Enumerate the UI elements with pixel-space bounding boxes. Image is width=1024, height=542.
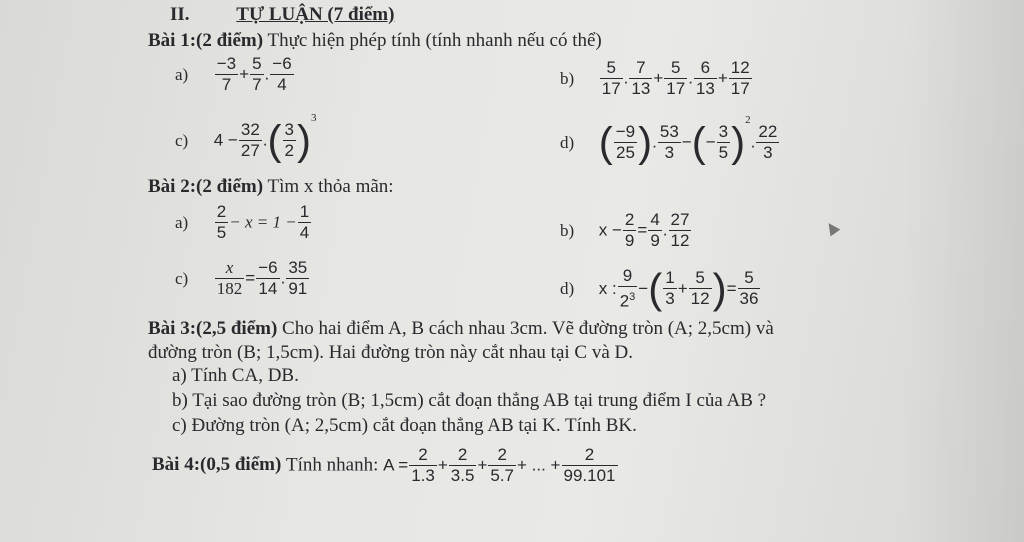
bai1-a: a) $\frac{-3}{7}$ + $\frac{5}{7}$ . $\frac{-6}{4}$ (175, 54, 292, 94)
bai3-b: b) Tại sao đường tròn (B; 1,5cm) cắt đoạn thẳng AB tại trung điểm I của AB ? (172, 390, 767, 411)
fraction: $\frac{2}{9}$ (624, 210, 635, 250)
bai2-a: a) $\frac{2}{5}$ − x = 1 − $\frac{1}{4}$ (175, 202, 310, 242)
item-label: a) (175, 64, 189, 84)
fraction: $\frac{6}{13}$ (695, 58, 715, 98)
fraction: $\frac{2}{99.101}$ (563, 445, 616, 485)
bai1-c: c) 4 − $\frac{32}{27}$ .( $\frac{3}{2}$ )$^3$ (175, 112, 317, 164)
bai2-c: c) $\frac{x}{182}$ = $\frac{-6}{14}$ . $\frac{35}{91}$ (175, 258, 308, 298)
bai3-line1 (148, 318, 774, 340)
item-label: c) (175, 130, 189, 150)
fraction: $\frac{4}{9}$ (650, 210, 660, 250)
fraction: $\frac{-9}{25}$ (615, 122, 636, 163)
bai1-heading (148, 30, 602, 52)
bai2-heading (148, 176, 394, 198)
bai2-d: d) x : $\frac{9}{2^3}$ −( $\frac{1}{3}$ + $\frac{5}{12}$ )= $\frac{5}{36}$ (560, 264, 759, 312)
fraction: $\frac{5}{36}$ (739, 268, 759, 309)
section-title: TỰ LUẬN (7 điểm) (236, 4, 395, 25)
fraction: $\frac{35}{91}$ (288, 258, 308, 298)
fraction: $\frac{32}{27}$ (240, 120, 260, 161)
fraction: $\frac{2}{1.3}$ (411, 445, 435, 485)
bai3-line2: đường tròn (B; 1,5cm). Hai đường tròn này cắt nhau tại C và D. (148, 342, 633, 363)
bai2-title: Bài 2:(2 điểm) (148, 176, 264, 197)
bai1-b: b) $\frac{5}{17}$ . $\frac{7}{13}$ + $\frac{5}{17}$ . $\frac{6}{13}$ + $\frac{12}{17}$ (560, 58, 750, 98)
bai3-c: c) Đường tròn (A; 2,5cm) cắt đoạn thẳng AB tại K. Tính BK. (172, 415, 637, 436)
item-label: c) (175, 268, 189, 288)
fraction: $\frac{5}{17}$ (666, 58, 686, 98)
bai1-title: Bài 1:(2 điểm) (148, 30, 264, 51)
fraction: $\frac{9}{2^3}$ (619, 266, 636, 311)
item-label: b) (560, 68, 575, 88)
fraction: $\frac{x}{182}$ (216, 258, 243, 298)
bai3-title: Bài 3:(2,5 điểm) (148, 318, 278, 339)
fraction: $\frac{-6}{4}$ (272, 54, 292, 94)
fraction: $\frac{7}{13}$ (631, 58, 651, 98)
fraction: $\frac{12}{17}$ (730, 58, 750, 98)
bai4-description: Tính nhanh: (286, 454, 379, 476)
fraction: $\frac{53}{3}$ (659, 122, 679, 163)
item-label: d) (560, 132, 575, 152)
fraction: $\frac{5}{12}$ (690, 268, 710, 309)
page-shadow (904, 0, 1024, 542)
item-label: b) (560, 220, 575, 240)
fraction: $\frac{1}{3}$ (665, 268, 675, 309)
fraction: $\frac{3}{5}$ (718, 122, 729, 163)
bai1-description: Thực hiện phép tính (tính nhanh nếu có thể) (267, 30, 602, 51)
fraction: $\frac{1}{4}$ (299, 202, 310, 242)
item-label: d) (560, 278, 575, 298)
bai1-d: d) ( $\frac{-9}{25}$ ). $\frac{53}{3}$ −(− $\frac{3}{5}$ )$^2$. $\frac{22}{3}$ (560, 114, 778, 166)
mouse-cursor-icon (824, 220, 841, 237)
bai4-title: Bài 4:(0,5 điểm) (152, 453, 282, 475)
bai4: Bài 4:(0,5 điểm) Tính nhanh: A = $\frac{2}{1.3}$ + $\frac{2}{3.5}$ + $\frac{2}{5.7}$ + ... + $\frac{2}{99.101}$ (152, 445, 616, 485)
fraction: $\frac{5}{17}$ (601, 58, 621, 98)
fraction: $\frac{5}{7}$ (252, 54, 262, 94)
fraction: $\frac{27}{12}$ (670, 210, 690, 250)
fraction: $\frac{-6}{14}$ (258, 258, 278, 298)
section-number: II. (170, 4, 190, 25)
fraction: $\frac{3}{2}$ (284, 120, 294, 161)
bai3-a: a) Tính CA, DB. (172, 365, 299, 386)
fraction: $\frac{2}{3.5}$ (450, 445, 475, 485)
bai3-text: Cho hai điểm A, B cách nhau 3cm. Vẽ đường tròn (A; 2,5cm) và (282, 318, 774, 339)
section-header (170, 4, 394, 26)
fraction: $\frac{2}{5}$ (216, 202, 227, 242)
fraction: $\frac{2}{5.7}$ (490, 445, 515, 485)
bai2-description: Tìm x thỏa mãn: (267, 176, 394, 197)
bai2-b: b) x − $\frac{2}{9}$ = $\frac{4}{9}$ . $\frac{27}{12}$ (560, 210, 690, 250)
fraction: $\frac{-3}{7}$ (216, 54, 237, 94)
item-label: a) (175, 212, 189, 232)
fraction: $\frac{22}{3}$ (758, 122, 778, 163)
